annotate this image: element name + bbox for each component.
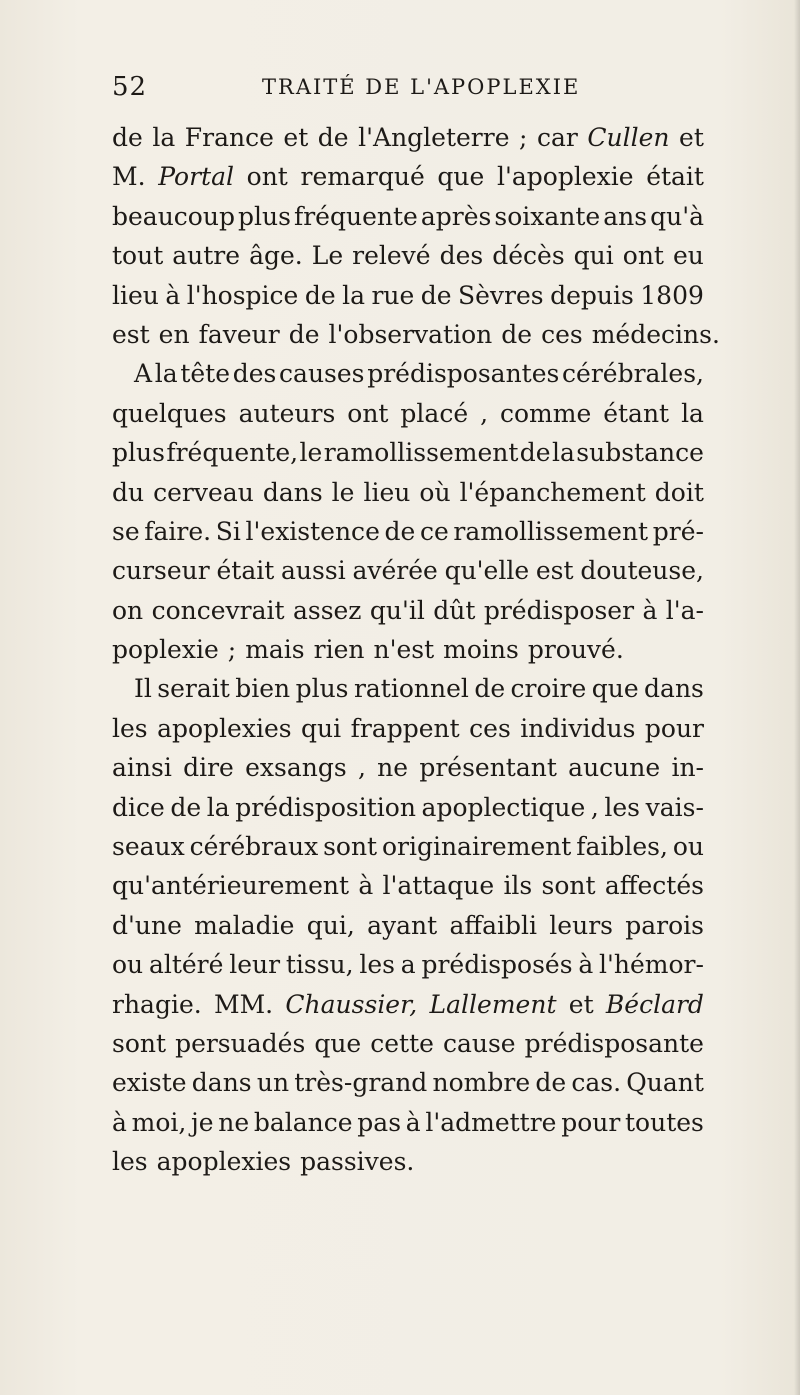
word: in- (671, 753, 704, 783)
word: aucune (568, 753, 661, 783)
word: de (420, 280, 452, 310)
word: Sèvres (458, 280, 544, 310)
word: un (256, 1068, 290, 1098)
word: assez (292, 595, 362, 625)
text-line (112, 709, 704, 748)
word: prédisposition (235, 792, 416, 822)
word: après (420, 201, 492, 231)
word: je (191, 1107, 214, 1137)
word: ou (112, 950, 144, 980)
word: ce (419, 516, 449, 546)
word: soixante (494, 201, 601, 231)
word: de (317, 123, 349, 152)
word: n'est (373, 635, 435, 665)
word: dans (191, 1068, 252, 1098)
word: qui (301, 713, 342, 743)
word: faire. (144, 516, 212, 546)
word: ils (503, 871, 533, 901)
word: car (537, 123, 578, 152)
word: parois (625, 910, 704, 940)
word: seaux (112, 832, 185, 862)
word: des (232, 359, 277, 389)
word: l'hémor- (599, 950, 704, 980)
word: , (590, 792, 599, 822)
word: lieu (112, 280, 159, 310)
word: ces (541, 319, 583, 349)
word: aussi (281, 556, 346, 586)
word: individus (520, 713, 636, 743)
word: 1809 (640, 280, 704, 310)
word: serait (157, 674, 230, 704)
word: eu (672, 241, 704, 271)
word: moi, (131, 1107, 187, 1137)
running-title: TRAITÉ DE L'APOPLEXIE (262, 75, 581, 99)
word: l'Angleterre (358, 123, 510, 152)
word: cause (442, 1028, 516, 1058)
text-line (112, 630, 704, 669)
word: de (112, 123, 143, 152)
word: l'apoplexie (497, 162, 634, 192)
text-line (112, 276, 704, 315)
word: leur (229, 950, 281, 980)
word: les (112, 713, 148, 743)
word: qu'antérieurement (112, 871, 350, 901)
text-line (112, 1142, 704, 1181)
word: sont (323, 832, 378, 862)
word: l'a- (665, 595, 704, 625)
word: que (437, 162, 485, 192)
word: douteuse, (580, 556, 704, 586)
word: que (314, 1028, 362, 1058)
word: la (681, 398, 704, 428)
word: sont (112, 1028, 167, 1058)
word: de (535, 1068, 567, 1098)
word: toutes (625, 1107, 704, 1137)
word: à (112, 1107, 127, 1137)
text-line (112, 669, 704, 708)
word: prédisposante (524, 1028, 704, 1058)
word: à (578, 950, 594, 980)
word: persuadés (175, 1028, 306, 1058)
word: ou (672, 832, 704, 862)
word: prédisposantes (367, 359, 560, 389)
word: cérébrales, (562, 359, 704, 389)
word: faveur (198, 319, 280, 349)
word: bien (235, 674, 291, 704)
word: apoplectique (421, 792, 586, 822)
word: poplexie (112, 635, 219, 665)
word: l'admettre (425, 1107, 557, 1137)
word: dire (183, 753, 234, 783)
word: qui, (306, 910, 355, 940)
word: les (359, 950, 395, 980)
word: rue (371, 280, 415, 310)
word: l'attaque (382, 871, 495, 901)
word: ces (469, 713, 511, 743)
word: et (568, 989, 594, 1019)
word: ; (227, 635, 237, 665)
text-line (112, 1024, 704, 1063)
word: pour (644, 713, 704, 743)
word: médecins. (591, 319, 720, 349)
word: ayant (367, 910, 438, 940)
word: qu'il (369, 595, 425, 625)
word: exsangs (245, 753, 347, 783)
word: la (342, 280, 365, 310)
word: faibles, (576, 832, 668, 862)
word: le (299, 438, 323, 468)
word: ont (246, 162, 288, 192)
word: à (642, 595, 658, 625)
text-line (112, 473, 704, 512)
word: l'existence (245, 516, 380, 546)
word: beaucoup (112, 201, 235, 231)
word: balance (253, 1107, 353, 1137)
page-header (112, 72, 692, 108)
word: et (679, 123, 704, 152)
word: tout (112, 241, 164, 271)
word: quelques (112, 398, 227, 428)
word: dans (262, 477, 323, 507)
word: croire (510, 674, 587, 704)
word: était (216, 556, 275, 586)
word: altéré (148, 950, 224, 980)
word: plus (112, 438, 165, 468)
word: pas (357, 1107, 402, 1137)
word: plus (295, 674, 349, 704)
word: mais (245, 635, 305, 665)
text-line (112, 394, 704, 433)
word: des (439, 241, 484, 271)
word: ainsi (112, 753, 172, 783)
word: originairement (381, 832, 572, 862)
word: doit (654, 477, 704, 507)
word: prédisposer (483, 595, 635, 625)
word: relevé (352, 241, 431, 271)
word: affaibli (449, 910, 538, 940)
text-line (112, 827, 704, 866)
text-line (112, 551, 704, 590)
word: et (283, 123, 309, 152)
word: les (112, 1147, 148, 1177)
word: tissu, (285, 950, 354, 980)
word: de (474, 674, 506, 704)
word: ans (603, 201, 648, 231)
word: maladie (194, 910, 295, 940)
word: moins (443, 635, 519, 665)
word: plus (238, 201, 291, 231)
word: Quant (626, 1068, 704, 1098)
word: tête (180, 359, 231, 389)
italic-word: Chaussier, (285, 989, 418, 1019)
word: apoplexies (157, 713, 292, 743)
word: à (165, 280, 181, 310)
word: Si (215, 516, 241, 546)
word: apoplexies (156, 1147, 292, 1177)
italic-word: Portal (158, 162, 234, 192)
word: dût (433, 595, 476, 625)
word: fréquente, (166, 438, 299, 468)
word: étant (603, 398, 670, 428)
word: de (384, 516, 416, 546)
text-line (112, 512, 704, 551)
word: prouvé. (527, 635, 624, 665)
word: est (112, 319, 150, 349)
word: cérébraux (189, 832, 319, 862)
word: rien (313, 635, 365, 665)
word: se (112, 516, 140, 546)
word: qu'elle (444, 556, 530, 586)
word: a (400, 950, 416, 980)
text-line (112, 157, 704, 196)
word: de (304, 280, 336, 310)
text-line (112, 433, 704, 472)
word: auteurs (238, 398, 336, 428)
word: présentant (419, 753, 557, 783)
word: fréquente (293, 201, 418, 231)
word: leurs (549, 910, 613, 940)
word: ont (347, 398, 389, 428)
word: rhagie. (112, 989, 202, 1019)
word: , (480, 398, 489, 428)
word: lieu (363, 477, 411, 507)
word: passives. (300, 1147, 415, 1177)
word: ; (519, 123, 528, 152)
word: rationnel (353, 674, 469, 704)
word: A (134, 359, 153, 389)
word: la (206, 792, 230, 822)
text-line (112, 906, 704, 945)
word: M. (112, 162, 146, 192)
word: la (154, 359, 178, 389)
text-line (112, 985, 704, 1024)
word: qui (573, 241, 614, 271)
word: , (357, 753, 366, 783)
italic-word: Béclard (605, 989, 704, 1019)
word: est (535, 556, 574, 586)
word: pré- (652, 516, 704, 546)
text-line (112, 1063, 704, 1102)
page-edge-shadow (794, 0, 800, 1395)
word: cette (370, 1028, 434, 1058)
word: frappent (350, 713, 460, 743)
word: était (646, 162, 704, 192)
word: décès (492, 241, 565, 271)
text-line (112, 197, 704, 236)
word: nombre (432, 1068, 531, 1098)
word: très-grand (294, 1068, 428, 1098)
word: que (591, 674, 639, 704)
word: placé (400, 398, 469, 428)
text-line (112, 591, 704, 630)
word: d'une (112, 910, 182, 940)
word: de (170, 792, 202, 822)
word: où (419, 477, 451, 507)
word: France (184, 123, 274, 152)
page-number: 52 (112, 72, 148, 102)
word: de (288, 319, 320, 349)
word: cerveau (153, 477, 254, 507)
word: sont (541, 871, 596, 901)
word: curseur (112, 556, 210, 586)
text-line (112, 118, 704, 157)
word: la (152, 123, 176, 152)
word: cas. (571, 1068, 622, 1098)
word: avérée (352, 556, 438, 586)
word: dans (644, 674, 704, 704)
word: ne (218, 1107, 250, 1137)
word: de (519, 438, 551, 468)
word: ont (622, 241, 664, 271)
word: on (112, 595, 144, 625)
word: substance (576, 438, 704, 468)
word: ramollissement (453, 516, 649, 546)
body-text (112, 118, 720, 1182)
word: Il (134, 674, 152, 704)
italic-word: Lallement (429, 989, 557, 1019)
text-line (112, 945, 704, 984)
word: l'observation (328, 319, 493, 349)
word: comme (499, 398, 592, 428)
word: prédisposés (421, 950, 573, 980)
text-line (112, 236, 704, 275)
word: vais- (645, 792, 704, 822)
word: du (112, 477, 145, 507)
word: MM. (213, 989, 274, 1019)
word: l'hospice (186, 280, 299, 310)
word: à (405, 1107, 421, 1137)
word: les (604, 792, 641, 822)
word: existe (112, 1068, 187, 1098)
word: remarqué (300, 162, 425, 192)
word: dice (112, 792, 165, 822)
word: causes (279, 359, 365, 389)
word: à (358, 871, 374, 901)
word: le (331, 477, 355, 507)
word: Le (311, 241, 344, 271)
word: l'épanchement (459, 477, 646, 507)
text-line (112, 788, 704, 827)
word: âge. (249, 241, 303, 271)
text-line (112, 315, 720, 354)
word: qu'à (650, 201, 704, 231)
word: ramollissement (323, 438, 519, 468)
text-line (112, 1103, 704, 1142)
word: autre (172, 241, 241, 271)
word: la (552, 438, 575, 468)
text-line (112, 866, 704, 905)
italic-word: Cullen (587, 123, 670, 152)
text-line (112, 748, 704, 787)
text-line (112, 354, 704, 393)
word: concevrait (151, 595, 285, 625)
word: depuis (550, 280, 634, 310)
word: en (158, 319, 190, 349)
word: pour (561, 1107, 621, 1137)
word: affectés (604, 871, 704, 901)
word: de (501, 319, 533, 349)
word: ne (377, 753, 409, 783)
